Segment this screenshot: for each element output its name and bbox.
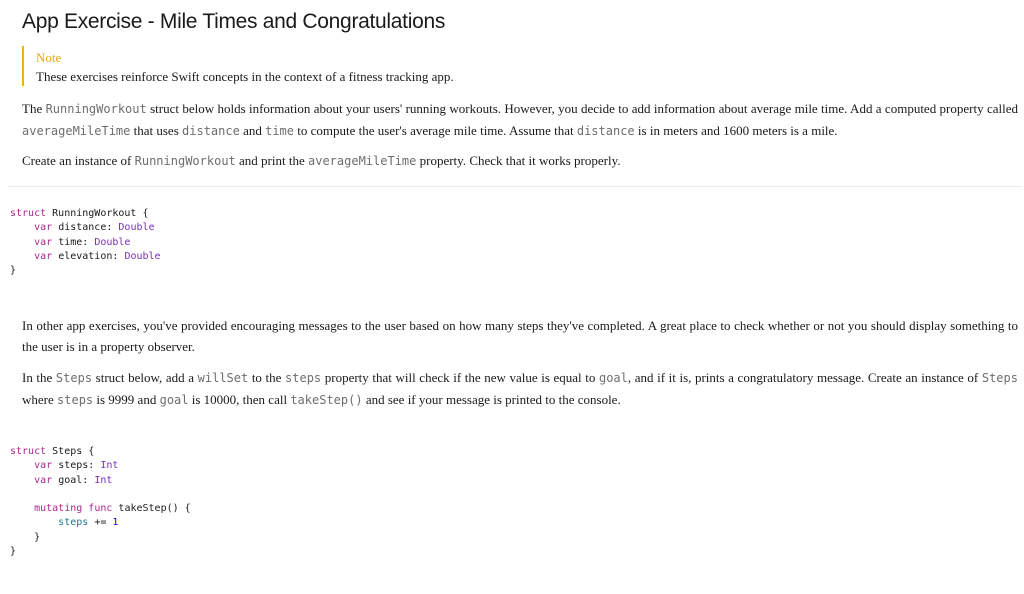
exercise1-instructions: Create an instance of RunningWorkout and print the averageMileTime property. Check that it works properly. [22, 153, 621, 168]
code-block-running-workout[interactable]: struct RunningWorkout { var distance: Double var time: Double var elevation: Double } [10, 208, 161, 277]
exercise2-context: In other app exercises, you've provided encouraging messages to the user based on how many steps they've completed. A great place to check whether or not you should display something to the user is in a property observer. [22, 318, 1018, 354]
exercise2-instructions: In the Steps struct below, add a willSet to the steps property that will check if the new value is equal to goal, and if it is, prints a congratulatory message. Create an instance of Steps where steps is 9999 and goal is 10000, then call takeStep() and see if your message is printed to the console. [22, 370, 1018, 407]
divider [8, 186, 1022, 187]
code-block-steps[interactable]: struct Steps { var steps: Int var goal: Int mutating func takeStep() { steps += 1 } } [10, 446, 191, 558]
page-title: App Exercise - Mile Times and Congratulations [22, 10, 446, 33]
note-text: These exercises reinforce Swift concepts in the context of a fitness tracking app. [36, 69, 454, 84]
exercise1-description: The RunningWorkout struct below holds information about your users' running workouts. However, you decide to add information about average mile time. Add a computed property called averageMileTime that uses distance and time to compute the user's average mile time. Assume that distance is in meters and 1600 meters is a mile. [22, 101, 1018, 138]
note-label: Note [36, 50, 62, 65]
note-box [22, 46, 1012, 86]
